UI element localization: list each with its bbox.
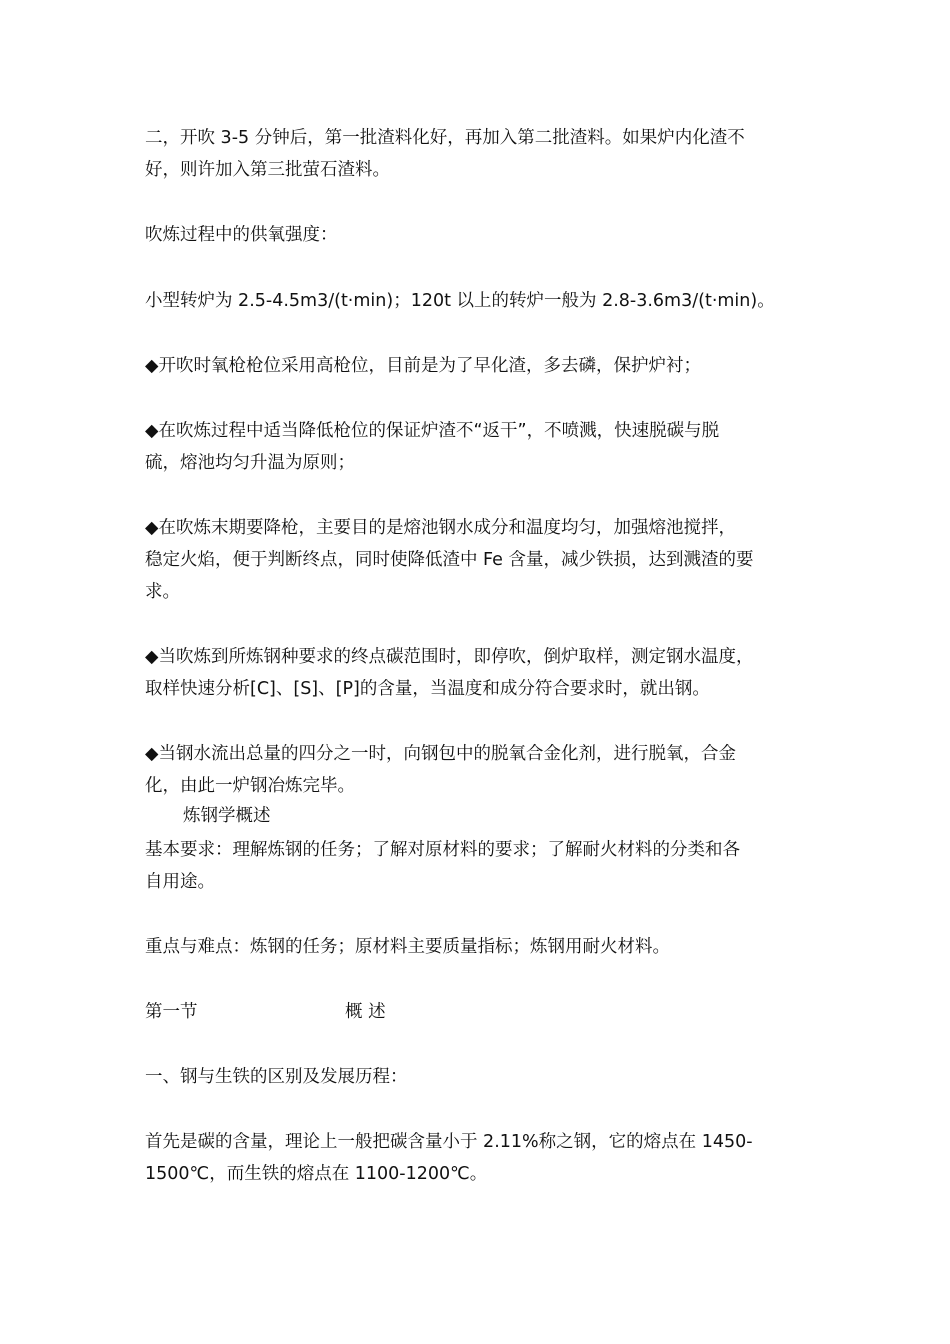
text-line: 一、钢与生铁的区别及发展历程： [145,1067,408,1087]
bullet-line: ◆在吹炼末期要降枪，主要目的是熔池钢水成分和温度均匀，加强熔池搅拌， [145,518,736,538]
text-line: 好，则许加入第三批萤石渣料。 [145,160,390,180]
bullet-line: ◆在吹炼过程中适当降低枪位的保证炉渣不“返干”，不喷溅，快速脱碳与脱 [145,421,720,441]
section-title: 概 述 [345,1002,386,1022]
bullet-line: ◆当钢水流出总量的四分之一时，向钢包中的脱氧合金化剂，进行脱氧，合金 [145,744,736,764]
bullet-line: ◆开吹时氧枪枪位采用高枪位，目前是为了早化渣，多去磷，保护炉衬； [145,356,701,376]
text-line: 取样快速分析[C]、[S]、[P]的含量，当温度和成分符合要求时，就出钢。 [145,679,710,699]
text-line: 自用途。 [145,872,215,892]
text-line: 1500℃，而生铁的熔点在 1100-1200℃。 [145,1164,488,1184]
text-line: 小型转炉为 2.5-4.5m3/(t·min)；120t 以上的转炉一般为 2.8-3.6m3/(t·min)。 [145,291,775,311]
text-line: 二，开吹 3-5 分钟后，第一批渣料化好，再加入第二批渣料。如果炉内化渣不 [145,128,745,148]
text-line: 求。 [145,582,180,602]
text-line: 基本要求：理解炼钢的任务；了解对原材料的要求；了解耐火材料的分类和各 [145,840,740,860]
text-line: 化，由此一炉钢冶炼完毕。 [145,776,355,796]
text-line: 硫，熔池均匀升温为原则； [145,453,355,473]
text-line: 吹炼过程中的供氧强度： [145,225,338,245]
text-line: 重点与难点：炼钢的任务；原材料主要质量指标；炼钢用耐火材料。 [145,937,670,957]
section-number: 第一节 [145,1002,198,1022]
text-line: 稳定火焰，便于判断终点，同时使降低渣中 Fe 含量，减少铁损，达到溅渣的要 [145,550,754,570]
section-heading: 炼钢学概述 [183,806,271,826]
text-line: 首先是碳的含量，理论上一般把碳含量小于 2.11%称之钢，它的熔点在 1450- [145,1132,753,1152]
bullet-line: ◆当吹炼到所炼钢种要求的终点碳范围时，即停吹，倒炉取样，测定钢水温度， [145,647,754,667]
